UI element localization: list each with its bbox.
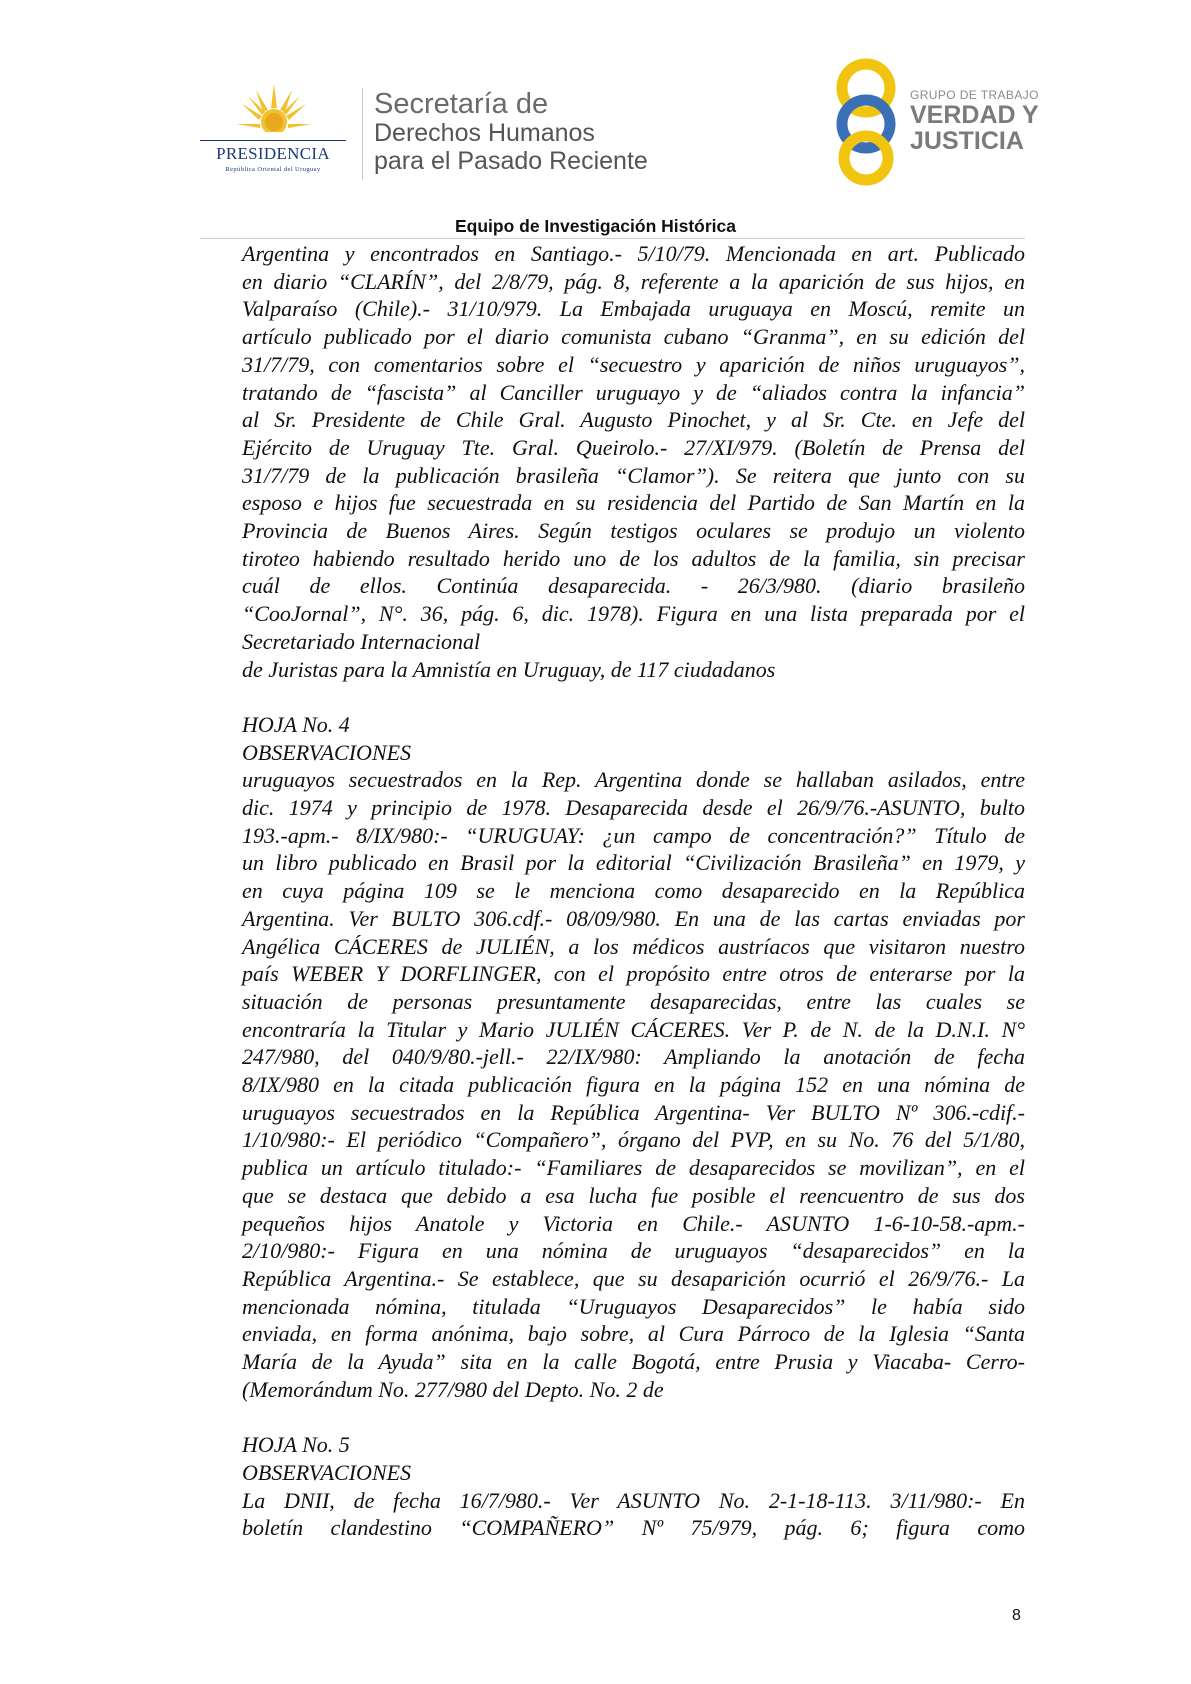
text-line: boletín clandestino “COMPAÑERO” Nº 75/979, pág. 6; figura como bbox=[242, 1515, 1025, 1541]
text-line: tiroteo habiendo resultado herido uno de los adultos de la familia, sin precisar bbox=[242, 545, 1025, 571]
text-line: La DNII, de fecha 16/7/980.- Ver ASUNTO No. 2-1-18-113. 3/11/980:- En bbox=[242, 1487, 1025, 1513]
text-line: 2/10/980:- Figura en una nómina de uruguayos “desaparecidos” en la bbox=[242, 1238, 1025, 1264]
text-line: al Sr. Presidente de Chile Gral. Augusto Pinochet, y al Sr. Cte. en Jefe del bbox=[242, 407, 1025, 433]
text-line: 8/IX/980 en la citada publicación figura en la página 152 en una nómina de bbox=[242, 1072, 1025, 1098]
paragraph-1 bbox=[242, 240, 1025, 656]
text-line: cuál de ellos. Continúa desaparecida. - 26/3/980. (diario brasileño bbox=[242, 573, 1025, 599]
presidencia-rule bbox=[200, 140, 346, 141]
secretaria-line-1: Secretaría de bbox=[374, 88, 549, 120]
secretaria-line-2: Derechos Humanos bbox=[374, 119, 595, 147]
text-line: mencionada nómina, titulada “Uruguayos Desaparecidos” le había sido bbox=[242, 1293, 1025, 1319]
presidencia-wordmark: PRESIDENCIA bbox=[216, 144, 330, 163]
justicia-label: JUSTICIA bbox=[910, 127, 1024, 155]
text-line: pequeños hijos Anatole y Victoria en Chile.- ASUNTO 1-6-10-58.-apm.- bbox=[242, 1210, 1025, 1236]
hoja-5-heading: HOJA No. 5 bbox=[242, 1432, 350, 1458]
presidencia-subtitle: República Oriental del Uruguay bbox=[225, 166, 321, 173]
verdad-label: VERDAD Y bbox=[910, 101, 1039, 129]
verdad-justicia-logo bbox=[826, 58, 1066, 188]
interlocked-rings-icon bbox=[826, 58, 908, 186]
text-line: en diario “CLARÍN”, del 2/8/79, pág. 8, referente a la aparición de sus hijos, en bbox=[242, 268, 1025, 294]
text-line: Ejército de Uruguay Tte. Gral. Queirolo.- 27/XI/979. (Boletín de Prensa del bbox=[242, 434, 1025, 460]
text-line: República Argentina.- Se establece, que su desaparición ocurrió el 26/9/76.- La bbox=[242, 1266, 1025, 1291]
text-line: Angélica CÁCERES de JULIÉN, a los médicos austríacos que visitaron nuestro bbox=[242, 933, 1025, 959]
text-line: esposo e hijos fue secuestrada en su residencia del Partido de San Martín en la bbox=[242, 490, 1025, 516]
text-line: (Memorándum No. 277/980 del Depto. No. 2 de bbox=[242, 1376, 664, 1402]
text-line: artículo publicado por el diario comunista cubano “Granma”, en su edición del bbox=[242, 324, 1025, 350]
text-line: enviada, en forma anónima, bajo sobre, al Cura Párroco de la Iglesia “Santa bbox=[242, 1321, 1025, 1347]
text-line: publica un artículo titulado:- “Familiares de desaparecidos se movilizan”, en el bbox=[242, 1155, 1025, 1181]
document-body bbox=[242, 240, 1025, 1542]
presidencia-logo bbox=[198, 82, 348, 178]
text-line: país WEBER Y DORFLINGER, con el propósito entre otros de enterarse por la bbox=[242, 961, 1025, 987]
page-number: 8 bbox=[1012, 1607, 1021, 1624]
text-line: Argentina y encontrados en Santiago.- 5/10/79. Mencionada en art. Publicado bbox=[242, 241, 1025, 266]
text-line: encontraría la Titular y Mario JULIÉN CÁCERES. Ver P. de N. de la D.N.I. N° bbox=[242, 1016, 1025, 1042]
text-line: en cuya página 109 se le menciona como desaparecido en la República bbox=[242, 878, 1025, 904]
text-line: dic. 1974 y principio de 1978. Desaparecida desde el 26/9/76.-ASUNTO, bulto bbox=[242, 795, 1025, 821]
text-line: tratando de “fascista” al Canciller uruguayo y de “aliados contra la infancia” bbox=[242, 379, 1025, 405]
sun-emblem-icon bbox=[236, 82, 312, 140]
text-line: que se destaca que debido a esa lucha fue posible el reencuentro de sus dos bbox=[242, 1182, 1025, 1208]
text-line: Secretariado Internacional bbox=[242, 628, 481, 654]
text-line: 1/10/980:- El periódico “Compañero”, órgano del PVP, en su No. 76 del 5/1/80, bbox=[242, 1127, 1025, 1153]
text-line: 193.-apm.- 8/IX/980:- “URUGUAY: ¿un campo de concentración?” Título de bbox=[242, 822, 1025, 848]
observaciones-5-heading: OBSERVACIONES bbox=[242, 1459, 412, 1485]
text-line: situación de personas presuntamente desaparecidas, entre las cuales se bbox=[242, 988, 1025, 1014]
hoja-4-heading: HOJA No. 4 bbox=[242, 711, 350, 737]
secretaria-logo bbox=[374, 89, 648, 175]
text-line: uruguayos secuestrados en la República Argentina- Ver BULTO Nº 306.-cdif.- bbox=[242, 1099, 1025, 1125]
grupo-label: GRUPO DE TRABAJO bbox=[910, 88, 1039, 102]
logo-divider bbox=[362, 88, 363, 180]
text-line: 31/7/79, con comentarios sobre el “secuestro y aparición de niños uruguayos”, bbox=[242, 351, 1025, 377]
text-line: uruguayos secuestrados en la Rep. Argentina donde se hallaban asilados, entre bbox=[242, 767, 1025, 793]
paragraph-1-tail: de Juristas para la Amnistía en Uruguay, de 117 ciudadanos bbox=[242, 656, 776, 682]
text-line: 31/7/79 de la publicación brasileña “Clamor”). Se reitera que junto con su bbox=[242, 462, 1025, 488]
text-line: un libro publicado en Brasil por la editorial “Civilización Brasileña” en 1979, y bbox=[242, 850, 1025, 876]
paragraph-2 bbox=[242, 766, 1025, 1403]
text-line: Valparaíso (Chile).- 31/10/979. La Embajada uruguaya en Moscú, remite un bbox=[242, 296, 1025, 322]
text-line: María de la Ayuda” sita en la calle Bogotá, entre Prusia y Viacaba- Cerro- bbox=[242, 1349, 1025, 1375]
text-line: 247/980, del 040/9/80.-jell.- 22/IX/980: Ampliando la anotación de fecha bbox=[242, 1044, 1025, 1070]
observaciones-4-heading: OBSERVACIONES bbox=[242, 739, 412, 765]
text-line: Provincia de Buenos Aires. Según testigos oculares se produjo un violento bbox=[242, 518, 1025, 544]
page-header bbox=[0, 0, 1191, 250]
text-line: “CooJornal”, N°. 36, pág. 6, dic. 1978). Figura en una lista preparada por el bbox=[242, 601, 1025, 627]
header-rule bbox=[200, 238, 1025, 239]
team-title: Equipo de Investigación Histórica bbox=[454, 216, 737, 236]
secretaria-line-3: para el Pasado Reciente bbox=[374, 147, 648, 175]
paragraph-3 bbox=[242, 1487, 1025, 1542]
text-line: Argentina. Ver BULTO 306.cdf.- 08/09/980. En una de las cartas enviadas por bbox=[242, 905, 1025, 931]
